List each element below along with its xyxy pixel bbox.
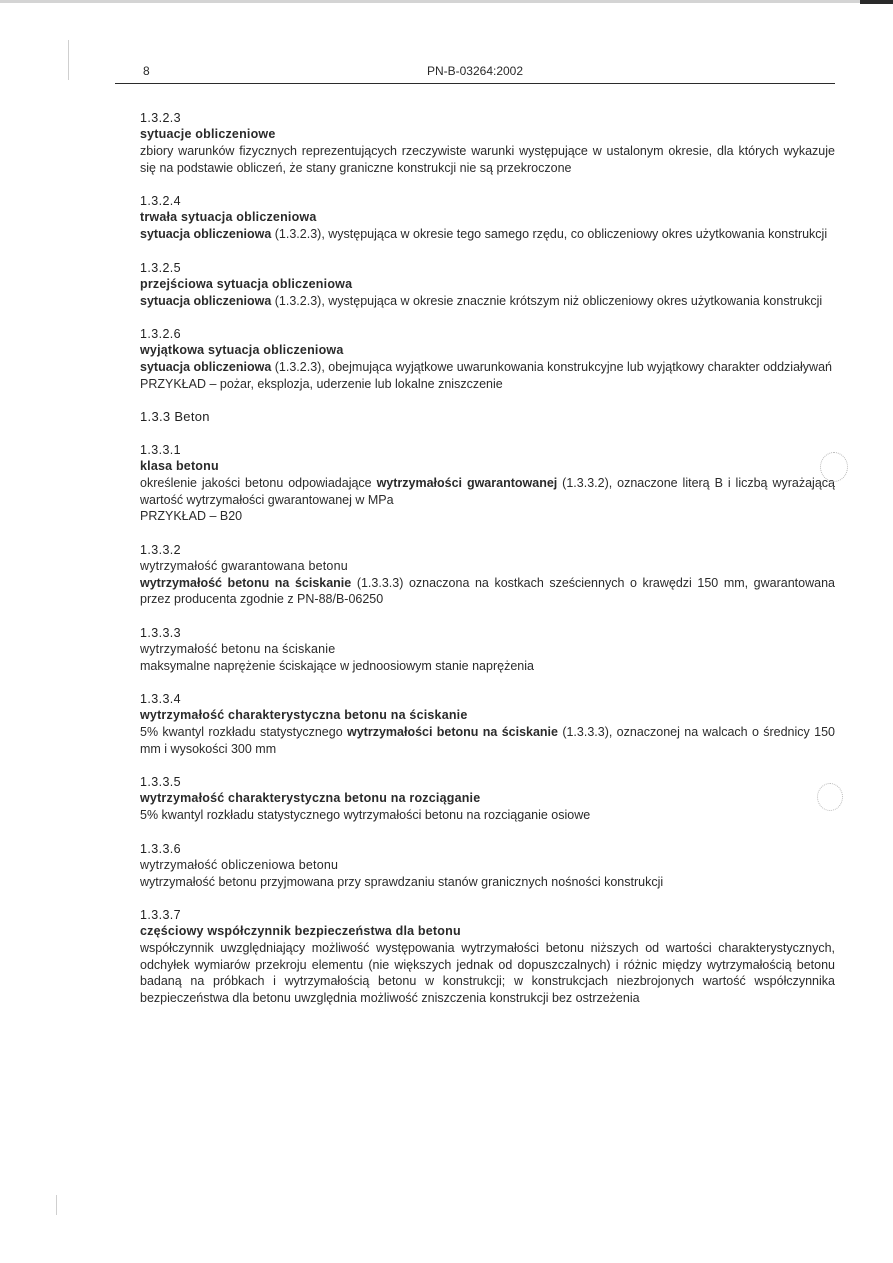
- definition-entry: [140, 841, 835, 891]
- definition-text: 5% kwantyl rozkładu statystycznego: [140, 725, 347, 739]
- entry-definition: [140, 940, 835, 1006]
- entry-definition: [140, 575, 835, 608]
- definition-entry: [140, 110, 835, 176]
- document-code: PN-B-03264:2002: [426, 64, 524, 78]
- page-number: 8: [143, 64, 150, 78]
- definition-text: maksymalne naprężenie ściskające w jednoosiowym stanie naprężenia: [140, 658, 534, 673]
- entry-number: 1.3.3.6: [140, 841, 182, 856]
- scan-edge-mark: [860, 0, 893, 4]
- entry-number: 1.3.3.7: [140, 908, 182, 922]
- page-header: [115, 61, 835, 84]
- definition-entry: [140, 774, 835, 824]
- scan-edge: [0, 0, 893, 3]
- entry-term: wytrzymałość charakterystyczna betonu na rozciąganie: [140, 791, 481, 805]
- scan-artifact: [817, 783, 843, 811]
- entry-definition: [140, 724, 835, 757]
- definition-entry: [140, 260, 835, 310]
- margin-mark: [56, 1195, 57, 1215]
- definition-text: (1.3.3.2), oznaczone literą B i liczbą wyrażającą wartość wytrzymałości gwarantowanej w MPa: [140, 476, 835, 507]
- entry-number: 1.3.2.5: [140, 260, 182, 275]
- document-body: [140, 110, 835, 1023]
- entry-number: 1.3.3.4: [140, 692, 182, 706]
- definition-entry: [140, 691, 835, 757]
- entry-example: PRZYKŁAD – pożar, eksplozja, uderzenie lub lokalne zniszczenie: [140, 376, 503, 391]
- definition-reference-term: wytrzymałości betonu na ściskanie: [347, 725, 558, 739]
- definition-reference-term: wytrzymałości gwarantowanej: [376, 476, 558, 490]
- entry-term: przejściowa sytuacja obliczeniowa: [140, 276, 353, 291]
- definition-reference-term: sytuacja obliczeniowa: [140, 293, 272, 308]
- definition-reference-term: sytuacja obliczeniowa: [140, 227, 272, 241]
- entry-term: wytrzymałość gwarantowana betonu: [140, 558, 348, 573]
- entry-definition: [140, 807, 835, 824]
- entry-definition: [140, 226, 835, 243]
- definition-text: zbiory warunków fizycznych reprezentujących rzeczywiste warunki występujące w ustalonym okresie, dla których wykazuje się na podstawie obliczeń, że stany graniczne konstrukcji nie są przekroczone: [140, 144, 835, 175]
- definition-text: (1.3.3.3), oznaczonej na walcach o średnicy 150 mm i wysokości 300 mm: [140, 725, 835, 756]
- entry-definition: [140, 874, 835, 891]
- entry-definition: [140, 658, 835, 675]
- definition-entry: [140, 326, 835, 392]
- scan-artifact: [820, 452, 848, 482]
- entry-number: 1.3.3.1: [140, 443, 182, 457]
- entry-number: 1.3.3.2: [140, 542, 182, 557]
- entry-number: 1.3.3.3: [140, 625, 182, 640]
- entry-term: wytrzymałość betonu na ściskanie: [140, 641, 336, 656]
- entry-number: 1.3.2.3: [140, 111, 182, 125]
- entry-term: sytuacje obliczeniowe: [140, 127, 276, 141]
- entry-term: trwała sytuacja obliczeniowa: [140, 210, 317, 224]
- definition-text: określenie jakości betonu odpowiadające: [140, 476, 377, 490]
- definition-entry: [140, 193, 835, 243]
- margin-mark: [68, 40, 69, 80]
- definition-reference-term: wytrzymałość betonu na ściskanie: [140, 575, 352, 590]
- entry-definition: [140, 143, 835, 176]
- entry-term: częściowy współczynnik bezpieczeństwa dla betonu: [140, 924, 461, 938]
- definition-entry: [140, 625, 835, 675]
- section-heading: 1.3.3 Beton: [140, 409, 210, 424]
- definition-entry: [140, 542, 835, 608]
- entry-definition: [140, 293, 835, 310]
- definition-text: współczynnik uwzględniający możliwość występowania wytrzymałości betonu niższych od wartości charakterystycznych, odchyłek wymiarów przekroju elementu (nie większych jednak od dopuszczalnych) i różnic między wytrzymałością betonu badaną na próbkach i wytrzymałością betonu w konstrukcji; w konstrukcjach niezbrojonych wartość współczynnika bezpieczeństwa dla betonu uwzględnia możliwość zniszczenia konstrukcji bez ostrzeżenia: [140, 941, 835, 1005]
- entry-definition: [140, 475, 835, 508]
- entry-definition: [140, 359, 835, 376]
- entry-number: 1.3.2.4: [140, 194, 182, 208]
- definition-text: (1.3.2.3), występująca w okresie tego samego rzędu, co obliczeniowy okres użytkowania konstrukcji: [271, 227, 828, 241]
- definition-text: 5% kwantyl rozkładu statystycznego wytrzymałości betonu na rozciąganie osiowe: [140, 808, 591, 822]
- definition-text: (1.3.2.3), obejmująca wyjątkowe uwarunkowania konstrukcyjne lub wyjątkowy charakter oddziaływań: [271, 360, 832, 374]
- entry-number: 1.3.2.6: [140, 327, 182, 341]
- definition-text: (1.3.2.3), występująca w okresie znacznie krótszym niż obliczeniowy okres użytkowania konstrukcji: [271, 293, 823, 308]
- definition-entry: [140, 442, 835, 525]
- entry-term: wyjątkowa sytuacja obliczeniowa: [140, 343, 344, 357]
- definition-entry: [140, 907, 835, 1006]
- entry-term: wytrzymałość charakterystyczna betonu na ściskanie: [140, 708, 468, 722]
- entry-number: 1.3.3.5: [140, 775, 182, 789]
- definition-reference-term: sytuacja obliczeniowa: [140, 360, 272, 374]
- definition-text: wytrzymałość betonu przyjmowana przy sprawdzaniu stanów granicznych nośności konstrukcji: [140, 874, 664, 889]
- entry-term: klasa betonu: [140, 459, 219, 473]
- definition-text: (1.3.3.3) oznaczona na kostkach sześciennych o krawędzi 150 mm, gwarantowana przez producenta zgodnie z PN-88/B-06250: [140, 575, 835, 606]
- entry-term: wytrzymałość obliczeniowa betonu: [140, 857, 339, 872]
- entry-example: PRZYKŁAD – B20: [140, 509, 243, 523]
